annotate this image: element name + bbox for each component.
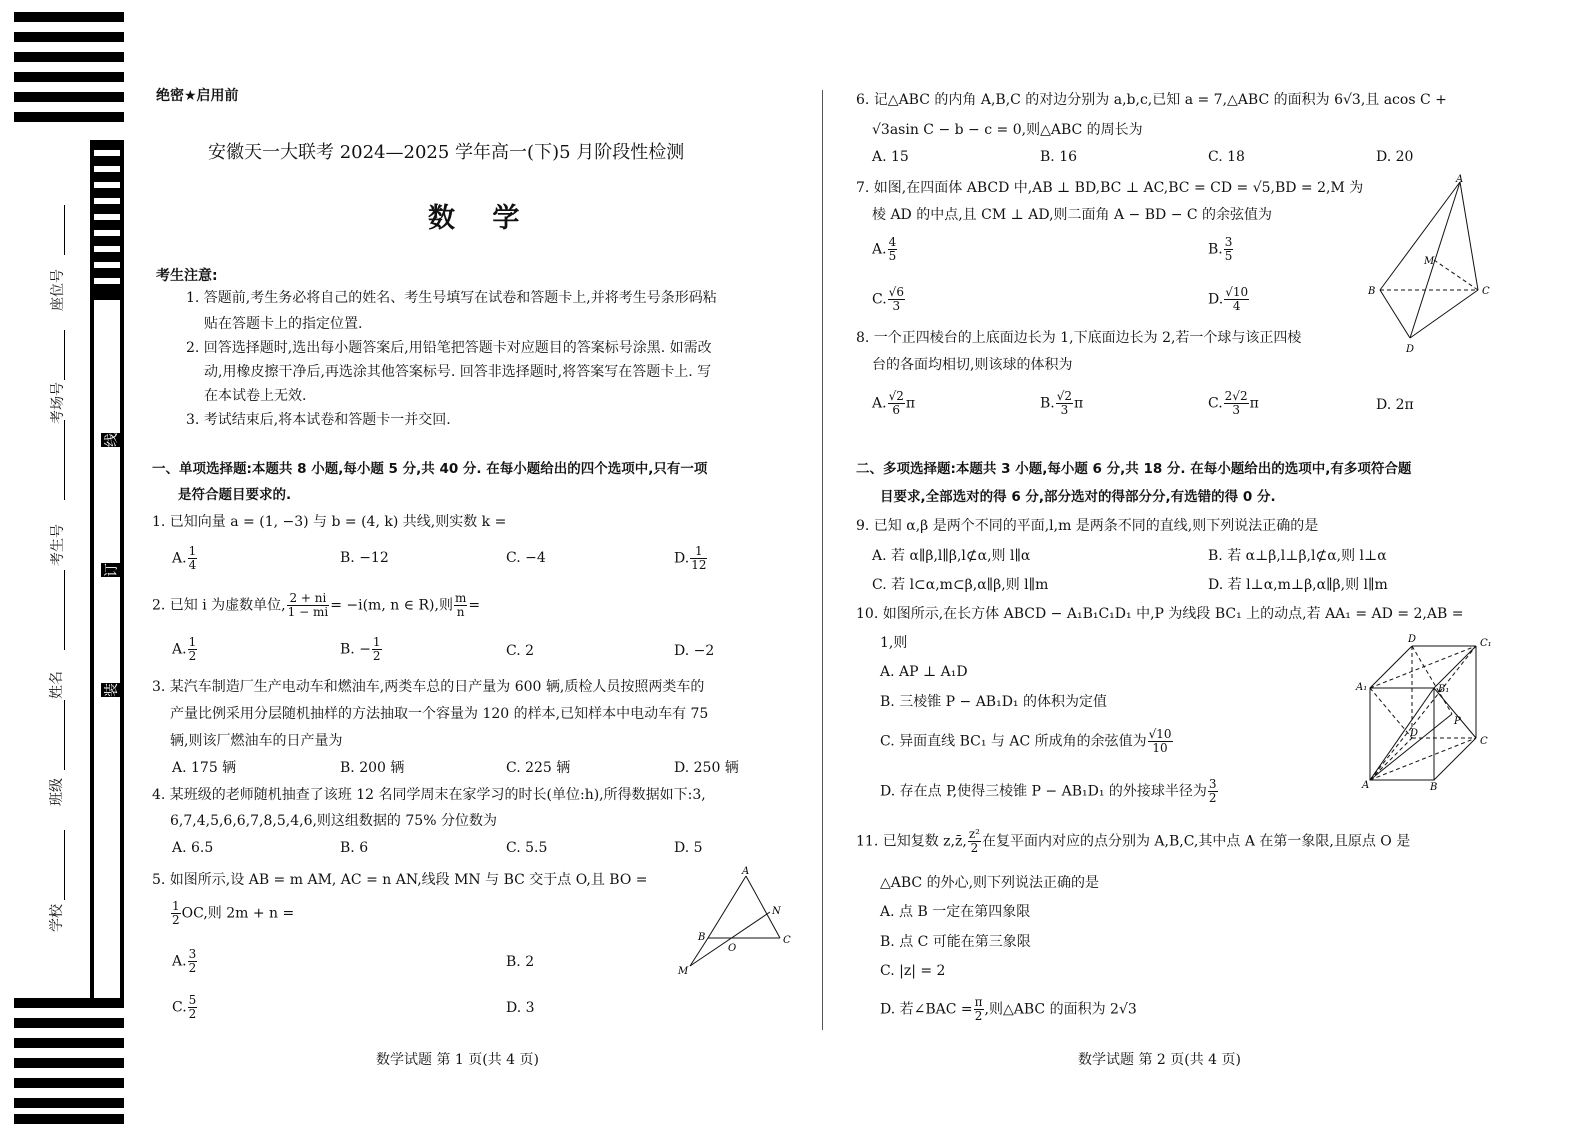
binding-stripe [14,1038,124,1048]
q5-option-a: A. $\frac{3}{2}$ [172,947,197,975]
q8-option-d: D. 2π [1376,397,1414,413]
binding-stripe [14,112,124,122]
q7-option-a: A. $\frac{4}{5}$ [872,235,897,263]
q8-line2: 台的各面均相切,则该球的体积为 [872,357,1073,373]
q3-option-a: A. 175 辆 [172,760,237,776]
q4-line1: 4. 某班级的老师随机抽查了该班 12 名同学周末在家学习的时长(单位:h),所得数据如下:3, [152,787,706,803]
binding-stripe [14,52,124,62]
fig7-label-d: D [1406,344,1415,355]
q1-option-b: B. −12 [340,550,389,566]
fig5-label-b: B [698,932,706,943]
fig10-label-d-base: D [1410,728,1419,739]
q9-option-d: D. 若 l⊥α,m⊥β,α∥β,则 l∥m [1208,577,1388,593]
q5-line1: 5. 如图所示,设 AB = m AM, AC = n AN,线段 MN 与 BC 交于点 O,且 BO = [152,872,648,888]
fig10-label-a: A [1362,780,1370,791]
q7-line2: 棱 AD 的中点,且 CM ⊥ AD,则二面角 A − BD − C 的余弦值为 [872,207,1273,223]
q3-line1: 3. 某汽车制造厂生产电动车和燃油车,两类车总的日产量为 600 辆,质检人员按照两类车的 [152,679,705,695]
q9-option-a: A. 若 α∥β,l∥β,l⊄α,则 l∥α [872,548,1031,564]
cut-label-staple: 订 [101,563,121,577]
cut-label-line: 线 [101,433,121,447]
q4-option-d: D. 5 [674,840,703,856]
q5-option-d: D. 3 [506,1000,535,1016]
q5-option-c: C. $\frac{5}{2}$ [172,993,197,1021]
secret-mark: 绝密★启用前 [156,88,239,104]
q5-triangle-figure [672,862,802,982]
notice-line: 2. 回答选择题时,选出每小题答案后,用铅笔把答题卡对应题目的答案标号涂黑. 如需改 [186,340,712,356]
left-page-footer: 数学试题 第 1 页(共 4 页) [376,1052,539,1068]
fig5-label-o: O [728,943,737,954]
q4-option-a: A. 6.5 [172,840,214,856]
q11-line1: 11. 已知复数 z,z̄, $\frac{\text{z²}}{2}$ 在复平面内对应的点分别为 A,B,C,其中点 A 在第一象限,且原点 O 是 [856,827,1411,855]
binding-stripe [14,1114,124,1124]
page-divider [822,90,823,1030]
notice-line: 动,用橡皮擦干净后,再选涂其他答案标号. 回答非选择题时,将答案写在答题卡上. 写 [204,364,712,380]
fig10-label-b1: B₁ [1438,684,1450,695]
q7-tetrahedron-figure [1366,172,1506,356]
q3-option-b: B. 200 辆 [340,760,405,776]
q2-option-b: B. − $\frac{1}{2}$ [340,635,381,663]
q7-option-d: D. $\frac{√10}{4}$ [1208,285,1249,313]
field-line [64,420,65,500]
right-page-footer: 数学试题 第 2 页(共 4 页) [1078,1052,1241,1068]
q9-option-c: C. 若 l⊂α,m⊂β,α∥β,则 l∥m [872,577,1049,593]
q3-option-d: D. 250 辆 [674,760,739,776]
q6-option-a: A. 15 [872,149,909,165]
q11-option-d: D. 若∠BAC = $\frac{\pi}{2}$ ,则△ABC 的面积为 2√3 [880,995,1137,1023]
field-line [64,205,65,255]
q8-option-c: C. $\frac{2√2}{3}$ π [1208,389,1259,417]
q11-line2: △ABC 的外心,则下列说法正确的是 [880,875,1100,891]
q9-stem: 9. 已知 α,β 是两个不同的平面,l,m 是两条不同的直线,则下列说法正确的是 [856,518,1319,534]
q10-option-d: D. 存在点 P,使得三棱锥 P − AB₁D₁ 的外接球半径为 $\frac{3}{2}$ [880,777,1217,805]
field-line [64,570,65,650]
section2-heading: 二、多项选择题:本题共 3 小题,每小题 6 分,共 18 分. 在每小题给出的选项中,有多项符合题 [856,461,1412,477]
fig10-label-b: B [1430,782,1438,793]
fig5-label-c: C [783,935,791,946]
q10-line2: 1,则 [880,635,908,651]
notice-line: 在本试卷上无效. [204,388,307,404]
field-line [64,700,65,770]
subject-title: 数 学 [428,203,534,234]
fig5-label-m: M [678,966,689,977]
q5-line2: $\frac{1}{2}$ OC,则 2m + n = [172,899,295,927]
fig5-label-n: N [772,906,781,917]
school-label: 学校 [49,904,65,932]
fig10-label-c1: C₁ [1480,638,1492,649]
q4-option-b: B. 6 [340,840,369,856]
student-number-label: 考生号 [50,524,66,566]
fig5-label-a: A [742,866,750,877]
binding-stripe [14,12,124,22]
q8-option-b: B. $\frac{√2}{3}$ π [1040,389,1084,417]
q2-option-c: C. 2 [506,643,535,659]
q2-option-a: A. $\frac{1}{2}$ [172,635,197,663]
exam-title: 安徽天一大联考 2024—2025 学年高一(下)5 月阶段性检测 [208,142,685,163]
fig10-label-d: D [1408,634,1417,645]
binding-stripe [14,1058,124,1068]
q5-option-b: B. 2 [506,954,535,970]
binding-stripe [14,32,124,42]
q3-option-c: C. 225 辆 [506,760,571,776]
q6-option-d: D. 20 [1376,149,1414,165]
notice-line: 1. 答题前,考生务必将自己的姓名、考生号填写在试卷和答题卡上,并将考生号条形码粘 [186,290,717,306]
q10-line1: 10. 如图所示,在长方体 ABCD − A₁B₁C₁D₁ 中,P 为线段 BC₁ 上的动点,若 AA₁ = AD = 2,AB = [856,606,1464,622]
name-label: 姓名 [49,671,65,699]
notice-line: 贴在答题卡上的指定位置. [204,316,363,332]
field-line [64,830,65,900]
q4-line2: 6,7,4,5,6,6,7,8,5,4,6,则这组数据的 75% 分位数为 [170,813,497,829]
q10-cuboid-figure [1354,632,1500,794]
q6-option-c: C. 18 [1208,149,1245,165]
q1-option-a: A. $\frac{1}{4}$ [172,544,197,572]
q4-option-c: C. 5.5 [506,840,548,856]
cut-label-bind: 装 [101,683,121,697]
q3-line3: 辆,则该厂燃油车的日产量为 [170,733,343,749]
q11-option-c: C. |z| = 2 [880,963,946,979]
class-label: 班级 [49,778,65,806]
q10-option-b: B. 三棱锥 P − AB₁D₁ 的体积为定值 [880,694,1107,710]
binding-stripe [14,1078,124,1088]
fig10-label-p: P [1454,716,1461,727]
q7-option-c: C. $\frac{√6}{3}$ [872,285,904,313]
fig7-label-m: M [1424,256,1435,267]
fig7-label-b: B [1368,286,1376,297]
q6-line1: 6. 记△ABC 的内角 A,B,C 的对边分别为 a,b,c,已知 a = 7,△ABC 的面积为 6√3,且 acos C + [856,92,1447,108]
binding-stripe [14,92,124,102]
fig10-label-a1: A₁ [1356,682,1368,693]
q7-option-b: B. $\frac{3}{5}$ [1208,235,1233,263]
q8-line1: 8. 一个正四棱台的上底面边长为 1,下底面边长为 2,若一个球与该正四棱 [856,330,1302,346]
q2-option-d: D. −2 [674,643,715,659]
seat-number-label: 座位号 [50,269,66,311]
field-line [64,330,65,380]
q1-option-c: C. −4 [506,550,546,566]
q7-line1: 7. 如图,在四面体 ABCD 中,AB ⊥ BD,BC ⊥ AC,BC = CD = √5,BD = 2,M 为 [856,180,1364,196]
fig10-label-c: C [1480,736,1488,747]
section2-heading-cont: 目要求,全部选对的得 6 分,部分选对的得部分分,有选错的得 0 分. [880,489,1276,505]
q10-option-a: A. AP ⊥ A₁D [880,664,968,680]
notice-title: 考生注意: [156,268,218,284]
q1-stem: 1. 已知向量 a = (1, −3) 与 b = (4, k) 共线,则实数 k = [152,514,507,530]
q6-line2: √3asin C − b − c = 0,则△ABC 的周长为 [872,122,1143,138]
q3-line2: 产量比例采用分层随机抽样的方法抽取一个容量为 120 的样本,已知样本中电动车有 75 [170,706,709,722]
fig7-label-c: C [1482,286,1490,297]
binding-stripe [14,1018,124,1028]
section1-heading: 一、单项选择题:本题共 8 小题,每小题 5 分,共 40 分. 在每小题给出的四个选项中,只有一项 [152,461,708,477]
q11-option-a: A. 点 B 一定在第四象限 [880,904,1031,920]
q9-option-b: B. 若 α⊥β,l⊥β,l⊄α,则 l⊥α [1208,548,1387,564]
fig7-label-a: A [1456,174,1464,185]
binding-stripe [14,998,124,1008]
q2-stem: 2. 已知 i 为虚数单位, $\frac{2 + ni}{1 - mi}$ = −i(m, n ∈ R),则 $\frac{m}{n}$ = [152,591,481,619]
q6-option-b: B. 16 [1040,149,1078,165]
binding-stripe [14,72,124,82]
q10-option-c: C. 异面直线 BC₁ 与 AC 所成角的余弦值为 $\frac{√10}{10}$ [880,727,1172,755]
q8-option-a: A. $\frac{√2}{6}$ π [872,389,916,417]
q1-option-d: D. $\frac{1}{12}$ [674,544,707,572]
binding-stripe [14,1098,124,1108]
q11-option-b: B. 点 C 可能在第三象限 [880,934,1031,950]
exam-room-label: 考场号 [50,382,66,424]
section1-heading-cont: 是符合题目要求的. [178,487,292,503]
notice-line: 3. 考试结束后,将本试卷和答题卡一并交回. [186,412,451,428]
